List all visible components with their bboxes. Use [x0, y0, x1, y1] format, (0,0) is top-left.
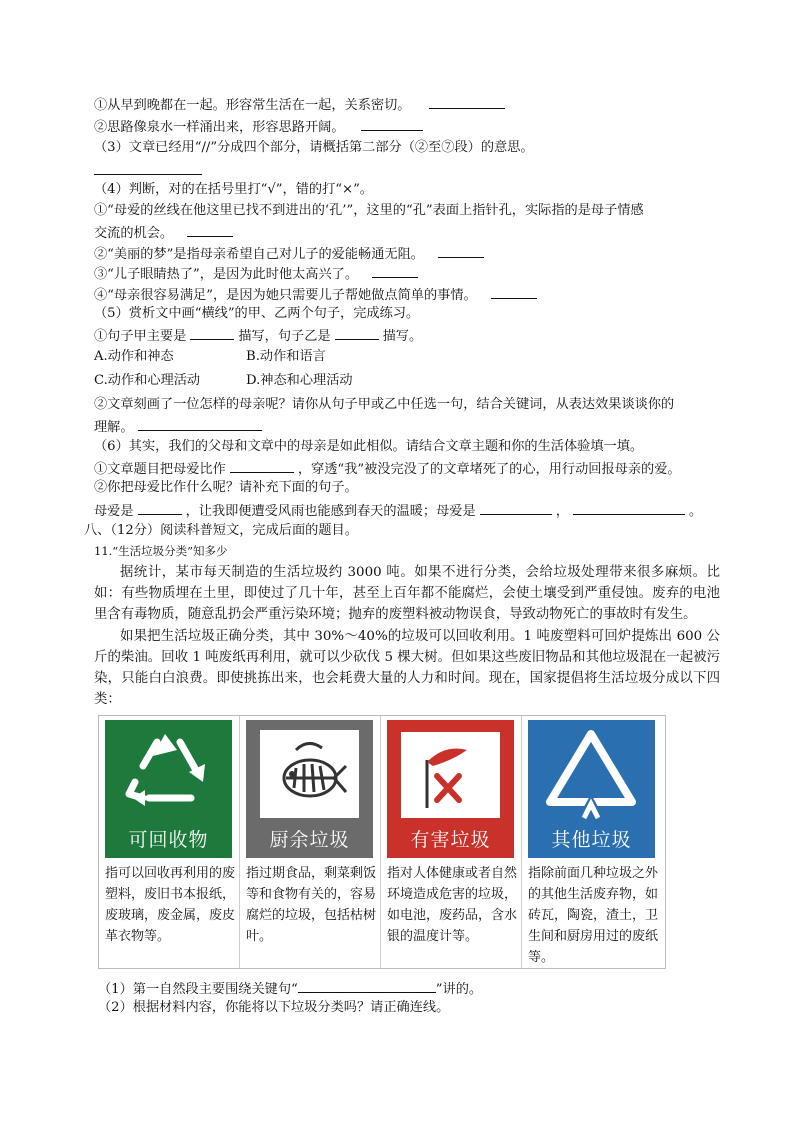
- option-c[interactable]: C.动作和心理活动: [94, 373, 201, 388]
- section-eight-heading: 八、（12分）阅读科普短文，完成后面的题目。: [84, 523, 358, 538]
- article-paragraph-1: 据统计，某市每天制造的生活垃圾约 3000 吨。如果不进行分类，会给垃圾处理带来很多麻烦。比如：有些物质埋在土里，即使过了几十年，甚至上百年都不能腐烂，会使土壤受到严重侵蚀。废弃的电池里含有毒物质，随意乱扔会严重污染环境；抛弃的废塑料被动物误食，导致动物死亡的事故时有发生。: [94, 565, 720, 622]
- judge-item-3: ③“儿子眼睛热了”，是因为此时他太高兴了。: [94, 263, 724, 285]
- answer-blank[interactable]: [230, 458, 294, 473]
- article-paragraph-2: 如果把生活垃圾正确分类，其中 30%～40%的垃圾可以回收利用。1 吨废塑料可回炉提炼出 600 公斤的柴油。回收 1 吨废纸再利用，就可以少砍伐 5 棵大树。但如果这些废旧物品和其他垃圾混在一起被污染，只能白白浪费。即使挑拣出来，也会耗费大量的人力和时间。现在，国家提倡将生活垃圾分成以下四类：: [94, 629, 720, 707]
- answer-blank[interactable]: [138, 500, 182, 515]
- question-6: （6）其实，我们的父母和文章中的母亲是如此相似。请结合文章主题和你的生活体验填一填。: [94, 439, 644, 454]
- bin-description: 指可以回收再利用的废塑料，废旧书本报纸，废玻璃，废金属，废皮革衣物等。: [105, 866, 236, 944]
- bin-label: 厨余垃圾: [269, 829, 350, 851]
- waste-category-table: [98, 715, 666, 969]
- fish-bone-icon: [246, 720, 373, 825]
- answer-blank[interactable]: [372, 263, 418, 278]
- article-question-2: （2）根据材料内容，你能将以下垃圾分类吗？请正确连线。: [98, 1000, 450, 1015]
- recycle-arrows-icon: [105, 720, 232, 825]
- judge-item-4: ④“母亲很容易满足”，是因为她只需要儿子帮她做点简单的事情。: [94, 284, 724, 306]
- recyclable-sign: [105, 720, 232, 858]
- bin-label: 有害垃圾: [410, 829, 491, 851]
- bin-recyclable: [99, 716, 240, 968]
- other-sign: [528, 720, 655, 858]
- hazardous-sign: [387, 720, 514, 858]
- bin-description: 指过期食品，剩菜剩饭等和食物有关的，容易腐烂的垃圾，包括枯树叶。: [246, 866, 377, 944]
- question-5: （5）赏析文中画“横线”的甲、乙两个句子，完成练习。: [94, 306, 420, 321]
- answer-blank[interactable]: [573, 500, 685, 515]
- answer-blank[interactable]: [335, 325, 379, 340]
- answer-blank[interactable]: [138, 416, 262, 431]
- bin-hazardous: [381, 716, 522, 968]
- answer-blank[interactable]: [94, 160, 202, 175]
- kitchen-sign: [246, 720, 373, 858]
- answer-blank[interactable]: [190, 325, 234, 340]
- bin-label: 可回收物: [128, 829, 209, 851]
- question-6-fill: 母爱是 ，让我即便遭受风雨也能感到春天的温暖；母爱是 ， 。: [94, 500, 724, 522]
- question-5-2a: ②文章刻画了一位怎样的母亲呢？请你从句子甲或乙中任选一句，结合关键词，从表达效果谈谈你的: [94, 397, 675, 412]
- bin-kitchen: [240, 716, 381, 968]
- answer-blank[interactable]: [491, 284, 537, 299]
- triangle-bin-icon: [528, 720, 655, 825]
- bin-description: 指除前面几种垃圾之外的其他生活废弃物，如砖瓦，陶瓷，渣土，卫生间和厨房用过的废纸等。: [528, 866, 659, 965]
- bin-description: 指对人体健康或者自然环境造成危害的垃圾，如电池，废药品，含水银的温度计等。: [387, 866, 518, 944]
- bin-other: [522, 716, 663, 968]
- idiom-line-2: ②思路像泉水一样涌出来，形容思路开阔。: [94, 116, 724, 138]
- bin-label: 其他垃圾: [551, 829, 632, 851]
- answer-blank[interactable]: [187, 222, 233, 237]
- answer-blank[interactable]: [361, 116, 423, 131]
- answer-blank[interactable]: [429, 94, 505, 109]
- question-6-2: ②你把母爱比作什么呢？请补充下面的句子。: [94, 480, 358, 495]
- question-5-2b: 理解。: [94, 416, 724, 438]
- option-a[interactable]: A.动作和神态: [94, 349, 174, 364]
- article-question-1: （1）第一自然段主要围绕关键句“ ”讲的。: [98, 978, 482, 1000]
- options-row-1: [94, 347, 724, 367]
- answer-blank[interactable]: [438, 243, 484, 258]
- hazard-cross-icon: [387, 720, 514, 825]
- article-title: 11.“生活垃圾分类”知多少: [94, 544, 228, 558]
- question-4: （4）判断，对的在括号里打“√”，错的打“×”。: [94, 182, 373, 197]
- options-row-2: [94, 371, 724, 391]
- answer-blank[interactable]: [298, 978, 436, 993]
- question-3: （3）文章已经用“//”分成四个部分，请概括第二部分（②至⑦段）的意思。: [94, 140, 534, 155]
- option-d[interactable]: D.神态和心理活动: [246, 373, 353, 388]
- answer-line-q3: [94, 160, 724, 182]
- option-b[interactable]: B.动作和语言: [246, 349, 326, 364]
- question-6-1: ①文章题目把母爱比作 ，穿透“我”被没完没了的文章堵死了的心，用行动回报母亲的爱。: [94, 458, 724, 480]
- judge-item-1a: ①“母爱的丝线在他这里已找不到进出的‘孔’”，这里的“孔”表面上指针孔，实际指的是母子情感: [94, 203, 644, 218]
- judge-item-1b: 交流的机会。: [94, 222, 724, 244]
- answer-blank[interactable]: [480, 500, 552, 515]
- idiom-line-1: ①从早到晚都在一起。形容常生活在一起，关系密切。: [94, 94, 724, 116]
- question-5-1: ①句子甲主要是 描写，句子乙是 描写。: [94, 325, 724, 347]
- judge-item-2: ②“美丽的梦”是指母亲希望自己对儿子的爱能畅通无阻。: [94, 243, 724, 265]
